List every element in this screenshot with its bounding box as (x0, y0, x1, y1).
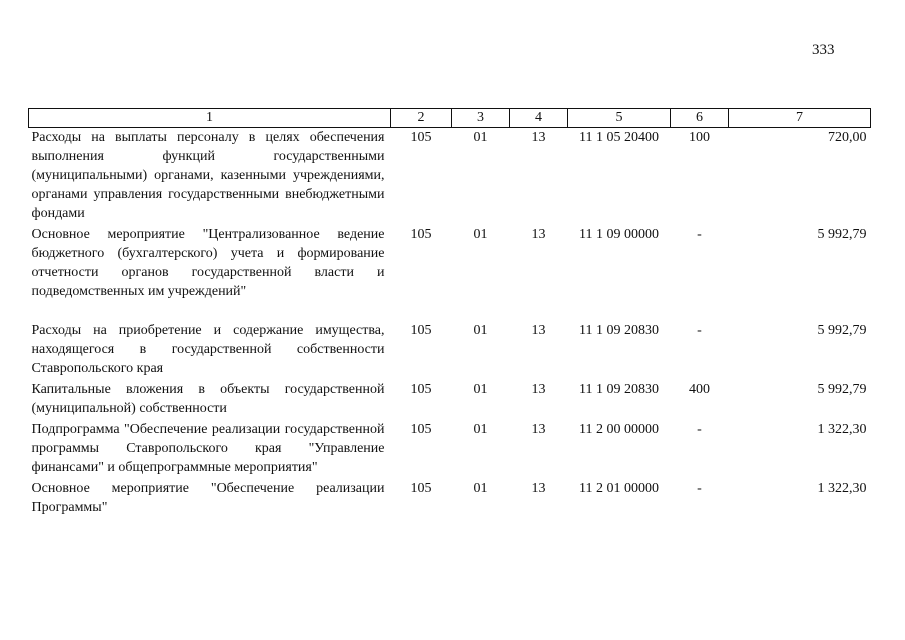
row-ved: 105 (410, 323, 432, 338)
row-vr: - (697, 481, 702, 496)
row-csr: 11 1 09 20830 (579, 382, 659, 397)
row-pr: 13 (531, 323, 546, 338)
row-csr: 11 2 01 00000 (579, 481, 659, 496)
table-row (29, 128, 871, 226)
row-csr: 11 2 00 00000 (579, 422, 659, 437)
budget-table (28, 108, 871, 519)
row-rz: 01 (473, 422, 488, 437)
row-ved: 105 (410, 227, 432, 242)
row-description: Подпрограмма "Обеспечение реализации государственной программы Ставропольского края "Управление финансами" и общепрограммные мероприятия" (31, 422, 385, 475)
column-header-3: 3 (452, 109, 510, 128)
row-pr: 13 (531, 481, 546, 496)
row-pr: 13 (531, 422, 546, 437)
table-row (29, 321, 871, 380)
row-ved: 105 (410, 422, 432, 437)
row-vr: 400 (689, 382, 710, 397)
row-csr: 11 1 09 20830 (579, 323, 659, 338)
row-rz: 01 (473, 382, 488, 397)
column-header-7: 7 (729, 109, 871, 128)
table-header-row (29, 109, 871, 128)
table-row (29, 420, 871, 479)
row-vr: - (697, 422, 702, 437)
row-vr: - (697, 323, 702, 338)
row-rz: 01 (473, 481, 488, 496)
page-number: 333 (812, 42, 835, 58)
row-amount: 1 322,30 (817, 422, 867, 437)
row-amount: 5 992,79 (817, 227, 867, 242)
row-description: Капитальные вложения в объекты государственной (муниципальной) собственности (31, 382, 385, 416)
column-header-2: 2 (391, 109, 452, 128)
row-amount: 5 992,79 (817, 323, 867, 338)
row-pr: 13 (531, 382, 546, 397)
row-description: Расходы на приобретение и содержание имущества, находящегося в государственной собственности Ставропольского края (31, 323, 385, 376)
row-ved: 105 (410, 481, 432, 496)
row-csr: 11 1 09 00000 (579, 227, 659, 242)
row-amount: 1 322,30 (817, 481, 867, 496)
row-description: Расходы на выплаты персоналу в целях обеспечения выполнения функций государственными (муниципальными) органами, казенными учреждениями, органами управления государственными внебюджетными фондами (31, 130, 385, 221)
table-row (29, 479, 871, 519)
row-description: Основное мероприятие "Обеспечение реализации Программы" (31, 481, 385, 515)
column-header-5: 5 (568, 109, 671, 128)
table-row (29, 225, 871, 321)
row-amount: 720,00 (828, 130, 867, 145)
row-vr: 100 (689, 130, 710, 145)
row-pr: 13 (531, 227, 546, 242)
row-description: Основное мероприятие "Централизованное ведение бюджетного (бухгалтерского) учета и формирование отчетности органов государственной власти и подведомственных им учреждений" (31, 227, 385, 299)
table-row (29, 380, 871, 420)
column-header-1: 1 (29, 109, 391, 128)
row-csr: 11 1 05 20400 (579, 130, 659, 145)
row-rz: 01 (473, 323, 488, 338)
row-vr: - (697, 227, 702, 242)
column-header-4: 4 (510, 109, 568, 128)
row-rz: 01 (473, 227, 488, 242)
column-header-6: 6 (671, 109, 729, 128)
row-pr: 13 (531, 130, 546, 145)
row-ved: 105 (410, 130, 432, 145)
row-rz: 01 (473, 130, 488, 145)
row-ved: 105 (410, 382, 432, 397)
row-amount: 5 992,79 (817, 382, 867, 397)
